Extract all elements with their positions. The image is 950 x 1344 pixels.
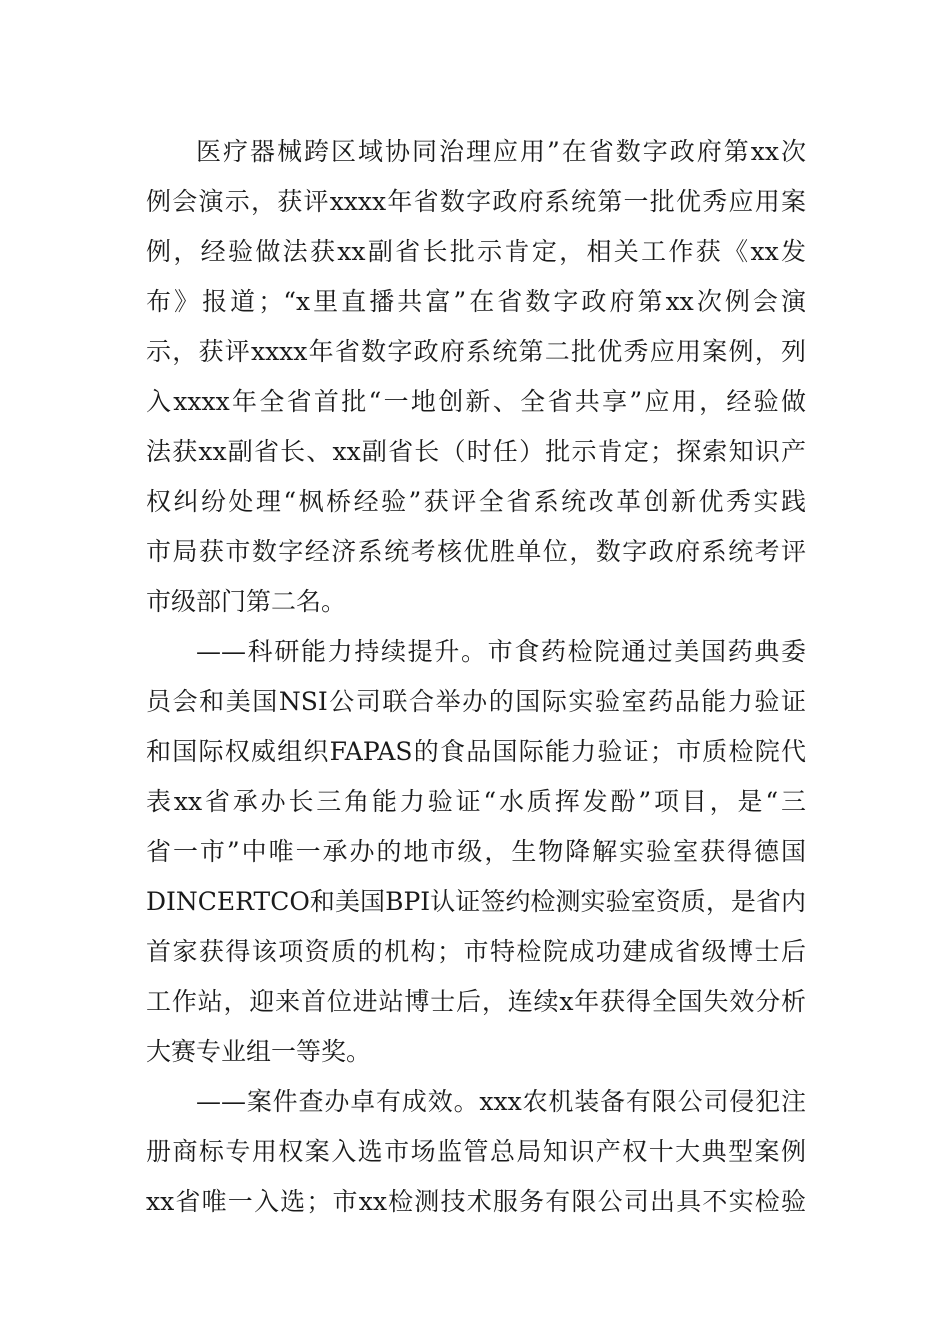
document-body <box>146 127 806 1227</box>
paragraph-1-line-9: 市局获市数字经济系统考核优胜单位，数字政府系统考评 <box>146 537 806 566</box>
paragraph-2-line-3: 和国际权威组织FAPAS的食品国际能力验证；市质检院代 <box>146 737 806 766</box>
paragraph-1-line-6: 入xxxx年全省首批“一地创新、全省共享”应用，经验做 <box>146 387 806 416</box>
paragraph-2-line-6: DINCERTCO和美国BPI认证签约检测实验室资质，是省内 <box>146 887 806 916</box>
paragraph-1-line-1: 医疗器械跨区域协同治理应用”在省数字政府第xx次 <box>196 137 806 166</box>
paragraph-3-line-1: ——案件查办卓有成效。xxx农机装备有限公司侵犯注 <box>196 1087 806 1116</box>
paragraph-1-line-10: 市级部门第二名。 <box>146 587 347 616</box>
paragraph-3-line-3: xx省唯一入选；市xx检测技术服务有限公司出具不实检验 <box>146 1187 806 1216</box>
paragraph-2-line-7: 首家获得该项资质的机构；市特检院成功建成省级博士后 <box>146 937 806 966</box>
paragraph-2-line-8: 工作站，迎来首位进站博士后，连续x年获得全国失效分析 <box>146 987 806 1016</box>
paragraph-1-line-7: 法获xx副省长、xx副省长（时任）批示肯定；探索知识产 <box>146 437 806 466</box>
paragraph-3-line-2: 册商标专用权案入选市场监管总局知识产权十大典型案例 <box>146 1137 806 1166</box>
paragraph-2-line-4: 表xx省承办长三角能力验证“水质挥发酚”项目，是“三 <box>146 787 806 816</box>
paragraph-2-line-5: 省一市”中唯一承办的地市级，生物降解实验室获得德国 <box>146 837 806 866</box>
paragraph-1-line-2: 例会演示，获评xxxx年省数字政府系统第一批优秀应用案 <box>146 187 806 216</box>
paragraph-1-line-3: 例，经验做法获xx副省长批示肯定，相关工作获《xx发 <box>146 237 806 266</box>
paragraph-1-line-8: 权纠纷处理“枫桥经验”获评全省系统改革创新优秀实践 <box>146 487 806 516</box>
paragraph-2-line-2: 员会和美国NSI公司联合举办的国际实验室药品能力验证 <box>146 687 806 716</box>
paragraph-1-line-5: 示，获评xxxx年省数字政府系统第二批优秀应用案例，列 <box>146 337 806 366</box>
paragraph-1-line-4: 布》报道；“x里直播共富”在省数字政府第xx次例会演 <box>146 287 806 316</box>
paragraph-2-line-1: ——科研能力持续提升。市食药检院通过美国药典委 <box>196 637 806 666</box>
paragraph-2-line-9: 大赛专业组一等奖。 <box>146 1037 372 1066</box>
